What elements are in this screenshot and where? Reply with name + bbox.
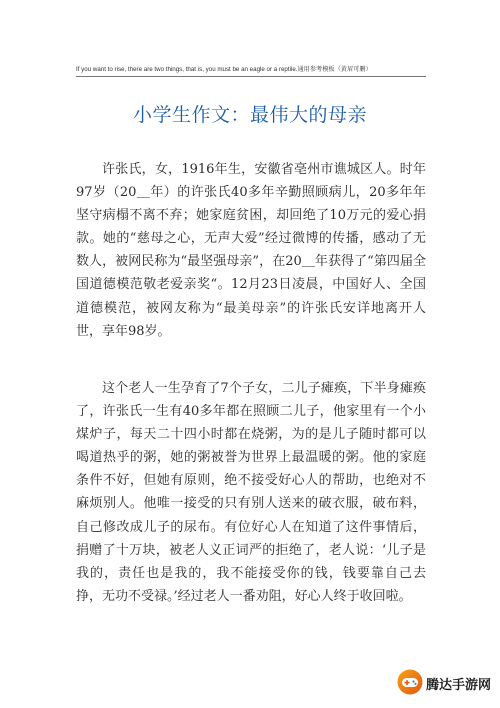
watermark-text: 腾达手游网 [426, 678, 492, 693]
document-header: If you want to rise, there are two things, that is, you must be an eagle or a reptile.通用参考模板（黄眉可删） [76, 66, 372, 73]
header-divider [76, 76, 426, 77]
paragraph-1: 许张氏，女，1916年生，安徽省亳州市谯城区人。时年97岁（20＿年）的许张氏40多年辛勤照顾病儿，20多年年坚守病榻不离不弃；她家庭贫困，却回绝了10万元的爱心捐款。她的“慈母之心，无声大爱”经过微博的传播，感动了无数人，被网民称为“最坚强母亲”，在20＿年获得了“第四届全国道德模范敬老爱亲奖“。12月23日凌晨，中国好人、全国道德模范，被网友称为“最美母亲”的许张氏安详地离开人世，享年98岁。 [76, 162, 426, 339]
game-controller-icon [396, 668, 424, 696]
paragraph-2: 这个老人一生孕育了7个子女，二儿子瘫痪，下半身瘫痪了，许张氏一生有40多年都在照顾二儿子，他家里有一个小煤炉子，每天二十四小时都在烧粥，为的是儿子随时都可以喝道热乎的粥，她的粥被誉为世界上最温暖的粥。他的家庭条件不好，但她有原则，绝不接受好心人的帮助，也绝对不麻烦别人。他唯一接受的只有别人送来的破衣服，破布料，自己修改成儿子的尿布。有位好心人在知道了这件事情后，捐赠了十万块，被老人义正词严的拒绝了，老人说：‘儿子是我的，责任也是我的，我不能接受你的钱，钱要靠自己去挣，无功不受禄。’经过老人一番劝阻，好心人终于收回啦。 [76, 381, 426, 604]
document-title: 小学生作文：最伟大的母亲 [132, 104, 367, 126]
site-watermark [392, 664, 500, 708]
